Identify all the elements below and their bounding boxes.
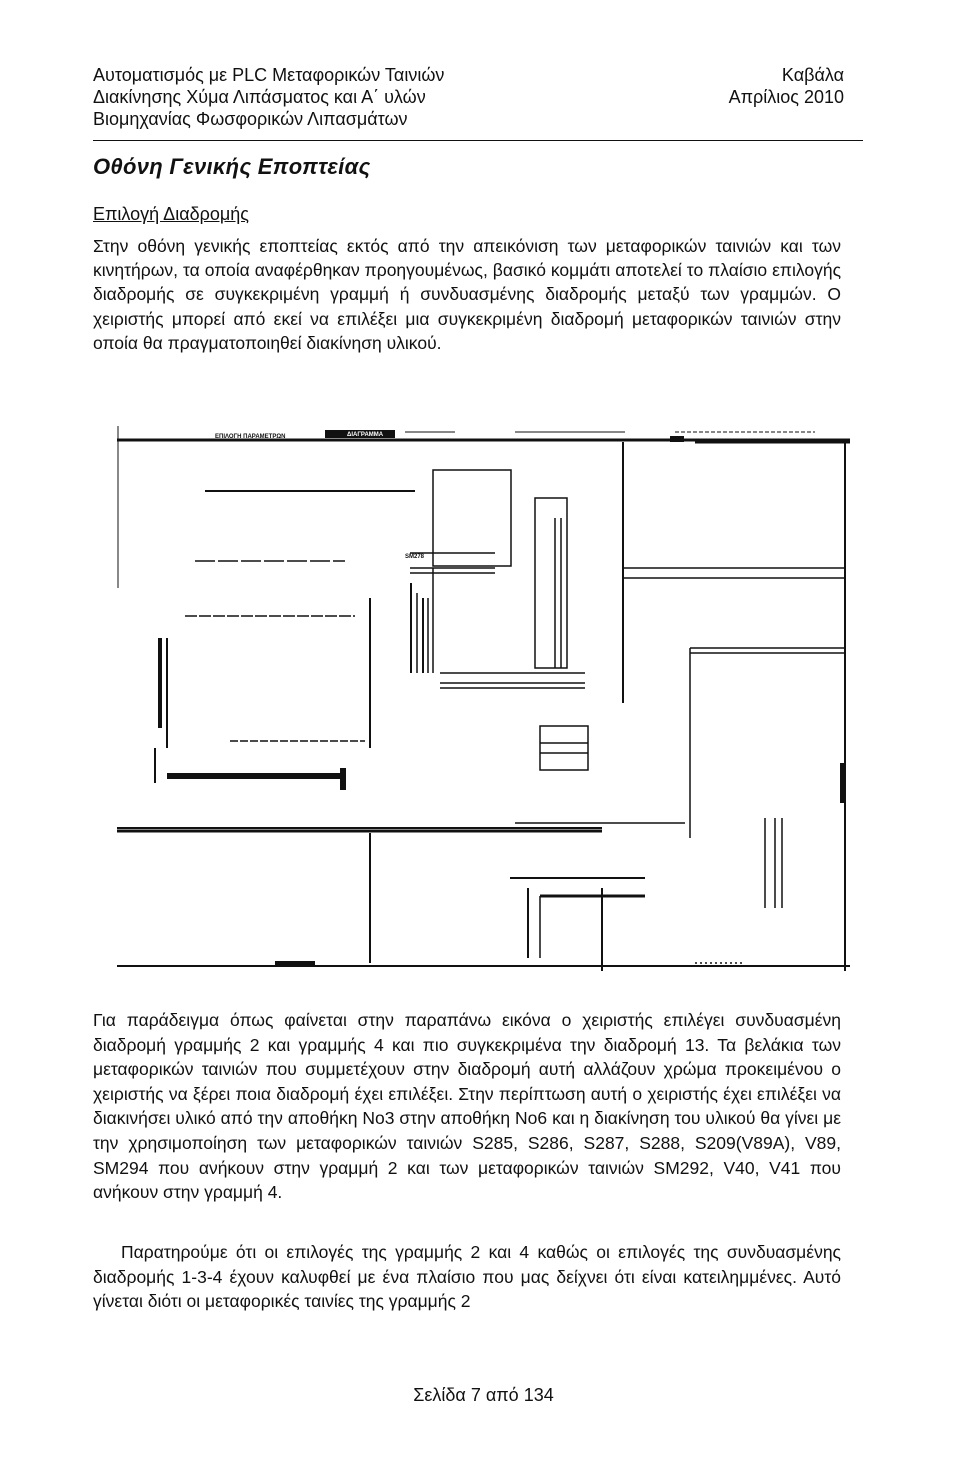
header-line-2: Διακίνησης Χύμα Λιπάσματος και Α΄ υλών bbox=[93, 87, 426, 107]
supervision-screenshot bbox=[115, 418, 850, 971]
conveyor-block bbox=[540, 726, 588, 770]
header-place: Καβάλα bbox=[781, 65, 844, 85]
screen-tag-label: SM278 bbox=[405, 554, 425, 560]
silo-block-top bbox=[433, 470, 511, 566]
subsection-title: Επιλογή Διαδρομής bbox=[93, 204, 249, 224]
silo-block-middle bbox=[535, 498, 567, 668]
screen-top-label: ΕΠΙΛΟΓΗ ΠΑΡΑΜΕΤΡΩΝ bbox=[215, 434, 286, 440]
header-rule bbox=[93, 140, 863, 141]
header-date: Απρίλιος 2010 bbox=[728, 87, 844, 107]
supervision-screen-figure bbox=[115, 418, 850, 971]
screen-tab-label: ΔΙΑΓΡΑΜΜΑ bbox=[347, 432, 384, 438]
header-line-1: Αυτοματισμός με PLC Μεταφορικών Ταινιών bbox=[93, 65, 445, 85]
document-header-left bbox=[93, 64, 444, 130]
document-header-right bbox=[729, 64, 844, 108]
intro-paragraph: Στην οθόνη γενικής εποπτείας εκτός από την απεικόνιση των μεταφορικών ταινιών και των κινητήρων, τα οποία αναφέρθηκαν προηγουμένως, βασικό κομμάτι αποτελεί το πλαίσιο επιλογής διαδρομής σε συγκεκριμένη γραμμή ή συνδυασμένης διαδρομής μεταξύ των γραμμών. Ο χειριστής μπορεί από εκεί να επιλέξει μια συγκεκριμένη διαδρομή μεταφορικών ταινιών στην οποία θα πραγματοποιηθεί διακίνηση υλικού. bbox=[93, 236, 841, 353]
header-line-3: Βιομηχανίας Φωσφορικών Λιπασμάτων bbox=[93, 109, 408, 129]
observation-paragraph: Παρατηρούμε ότι οι επιλογές της γραμμής 2 και 4 καθώς οι επιλογές της συνδυασμένης διαδρομής 1-3-4 έχουν καλυφθεί με ένα πλαίσιο που μας δείχνει ότι είναι κατειλημμένες. Αυτό γίνεται διότι οι μεταφορικές ταινίες της γραμμής 2 bbox=[93, 1242, 841, 1312]
section-title: Οθόνη Γενικής Εποπτείας bbox=[93, 154, 371, 179]
example-paragraph: Για παράδειγμα όπως φαίνεται στην παραπάνω εικόνα ο χειριστής επιλέγει συνδυασμένη διαδρομή γραμμής 2 και γραμμής 4 και πιο συγκεκριμένα την διαδρομή 13. Τα βελάκια των μεταφορικών ταινιών που συμμετέχουν στην διαδρομή αυτή αλλάζουν χρώμα προκειμένου ο χειριστής να ξέρει ποια διαδρομή έχει επιλέξει. Στην περίπτωση αυτή ο χειριστής έχει επιλέξει να διακινήσει υλικό από την αποθήκη Νο3 στην αποθήκη Νο6 και η διακίνηση του υλικού θα γίνει με την χρησιμοποίηση των μεταφορικών ταινιών S285, S286, S287, S288, S209(V89A), V89, SM294 που ανήκουν στην γραμμή 2 και των μεταφορικών ταινιών SM292, V40, V41 που ανήκουν στην γραμμή 4. bbox=[93, 1010, 841, 1203]
page-footer: Σελίδα 7 από 134 bbox=[413, 1385, 554, 1405]
